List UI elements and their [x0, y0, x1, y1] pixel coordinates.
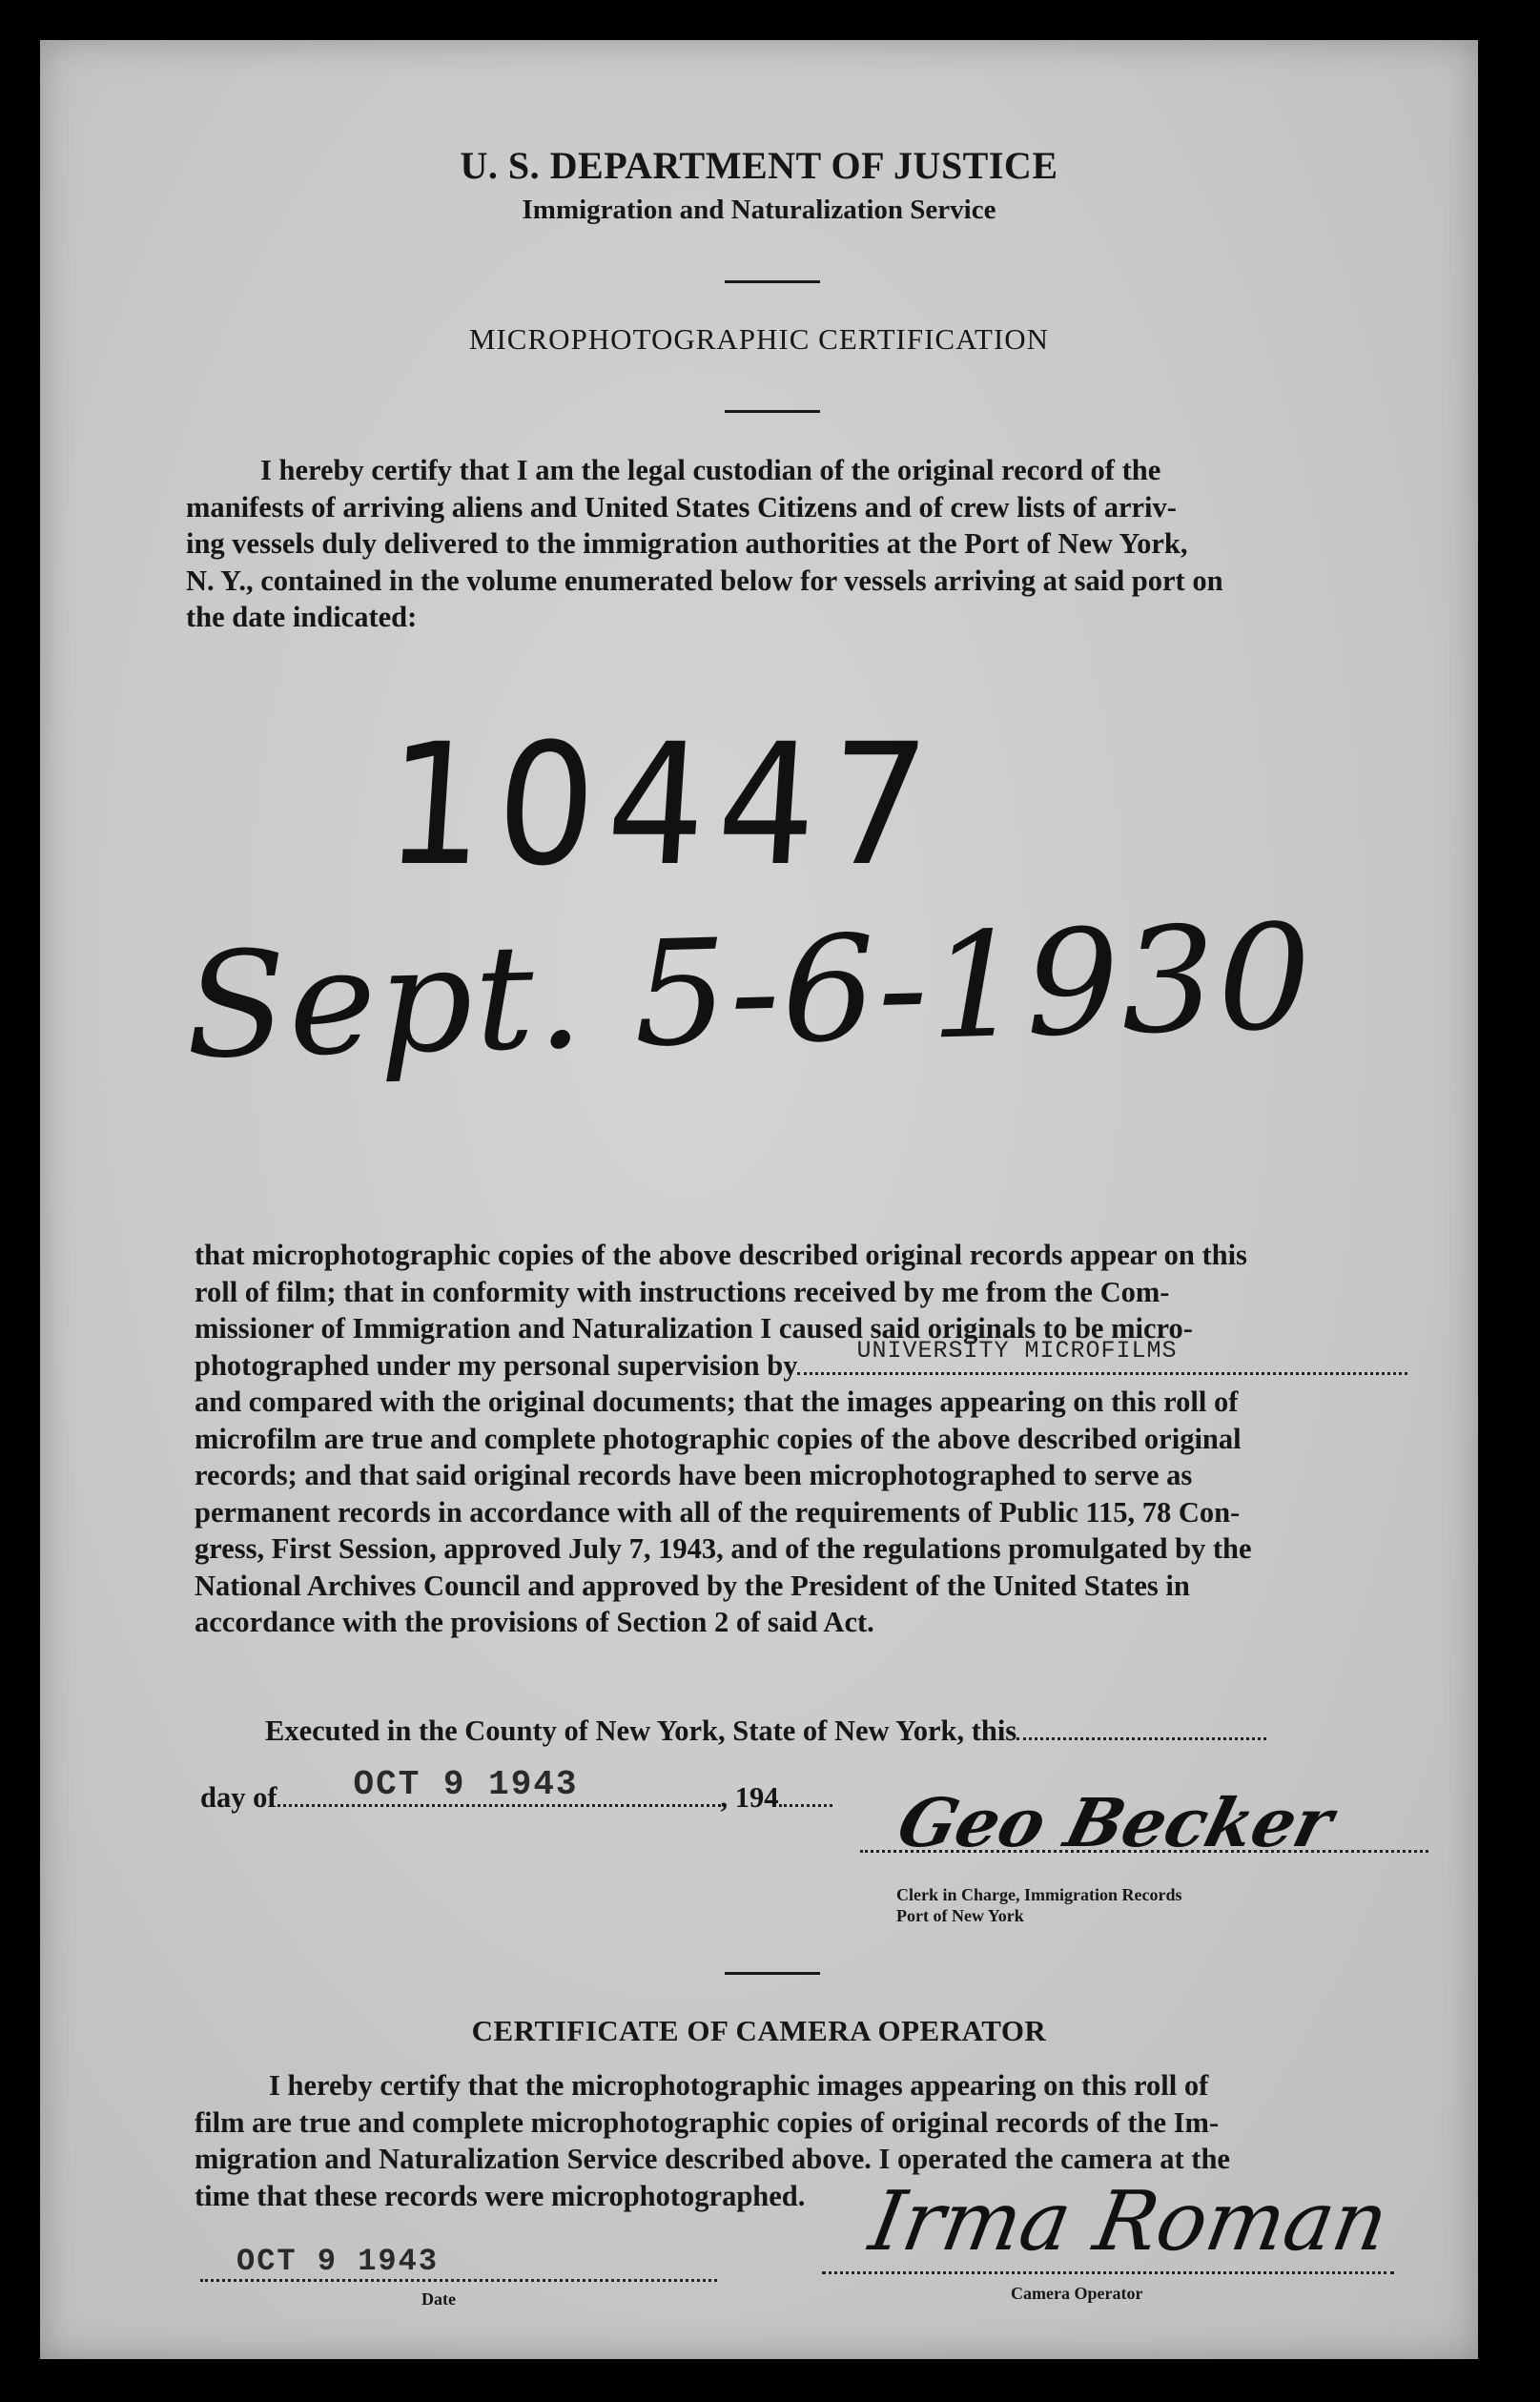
camera-line: film are true and complete microphotographic copies of original records of the Im-: [195, 2105, 1220, 2139]
camera-operator-label: Camera Operator: [1011, 2284, 1143, 2303]
intro-line: the date indicated:: [186, 601, 418, 633]
camera-line: time that these records were microphotographed.: [195, 2179, 806, 2212]
certificate-page: [40, 40, 1478, 2359]
executed-text: Executed in the County of New York, State of New York, this: [265, 1714, 1017, 1747]
supervisor-typed: UNIVERSITY MICROFILMS: [856, 1337, 1178, 1365]
handwritten-date: Sept. 5-6-1930: [183, 893, 1316, 1091]
day-of-line: [200, 1765, 832, 1815]
service-subheading: Immigration and Naturalization Service: [522, 195, 996, 225]
divider: [725, 410, 820, 413]
clerk-title: [896, 1884, 1181, 1926]
camera-operator-line: [822, 2271, 1394, 2274]
camera-operator-signature: Irma Roman: [863, 2174, 1395, 2269]
camera-line: I hereby certify that the microphotographic images appearing on this roll of: [269, 2069, 1209, 2102]
divider: [725, 280, 820, 283]
clerk-title-line: Clerk in Charge, Immigration Records: [896, 1885, 1182, 1904]
body-line: roll of film; that in conformity with instructions received by me from the Com-: [195, 1275, 1170, 1308]
camera-line: migration and Naturalization Service described above. I operated the camera at the: [195, 2143, 1230, 2175]
executed-line: [265, 1713, 1266, 1748]
year-prefix: , 194: [720, 1781, 779, 1814]
body-paragraph: [195, 1237, 1423, 1641]
day-of-field: [277, 1765, 721, 1807]
body-line: that microphotographic copies of the above described original records appear on this: [195, 1239, 1247, 1271]
intro-line: N. Y., contained in the volume enumerated below for vessels arriving at said port on: [186, 564, 1223, 597]
camera-certificate-title: CERTIFICATE OF CAMERA OPERATOR: [471, 2014, 1047, 2047]
year-blank: [779, 1779, 832, 1807]
body-line: accordance with the provisions of Section 2 of said Act.: [195, 1606, 874, 1638]
body-line: records; and that said original records have been microphotographed to serve as: [195, 1459, 1193, 1491]
intro-paragraph: [186, 452, 1416, 636]
body-line: National Archives Council and approved by the President of the United States in: [195, 1569, 1190, 1602]
clerk-signature-line: [860, 1850, 1428, 1853]
executed-blank: [1016, 1713, 1266, 1740]
day-of-label: day of: [200, 1781, 277, 1814]
department-heading: U. S. DEPARTMENT OF JUSTICE: [460, 144, 1058, 187]
date-stamp: OCT 9 1943: [353, 1765, 579, 1804]
supervisor-field: [797, 1337, 1407, 1375]
handwritten-volume-number: 10447: [380, 708, 946, 903]
body-line: missioner of Immigration and Naturalization I caused said originals to be micro-: [195, 1312, 1193, 1345]
date-field: [200, 2245, 717, 2282]
clerk-signature: Geo Becker: [890, 1783, 1341, 1862]
body-line: and compared with the original documents; that the images appearing on this roll of: [195, 1386, 1239, 1418]
date-label: Date: [421, 2289, 456, 2309]
certification-title: MICROPHOTOGRAPHIC CERTIFICATION: [468, 322, 1050, 356]
body-line: gress, First Session, approved July 7, 1943, and of the regulations promulgated by the: [195, 1532, 1252, 1565]
body-line: permanent records in accordance with all of the requirements of Public 115, 78 Con-: [195, 1495, 1241, 1529]
supervision-line: [195, 1337, 1423, 1385]
clerk-title-line: Port of New York: [896, 1906, 1024, 1925]
intro-line: ing vessels duly delivered to the immigration authorities at the Port of New York,: [186, 527, 1188, 560]
intro-line: I hereby certify that I am the legal custodian of the original record of the: [260, 454, 1161, 486]
body-line: microfilm are true and complete photographic copies of the above described original: [195, 1422, 1242, 1455]
intro-line: manifests of arriving aliens and United States Citizens and of crew lists of arriv-: [186, 490, 1177, 524]
camera-date-stamp: OCT 9 1943: [236, 2244, 440, 2279]
supervision-prefix: photographed under my personal supervision by: [195, 1348, 798, 1382]
divider: [725, 1972, 820, 1975]
